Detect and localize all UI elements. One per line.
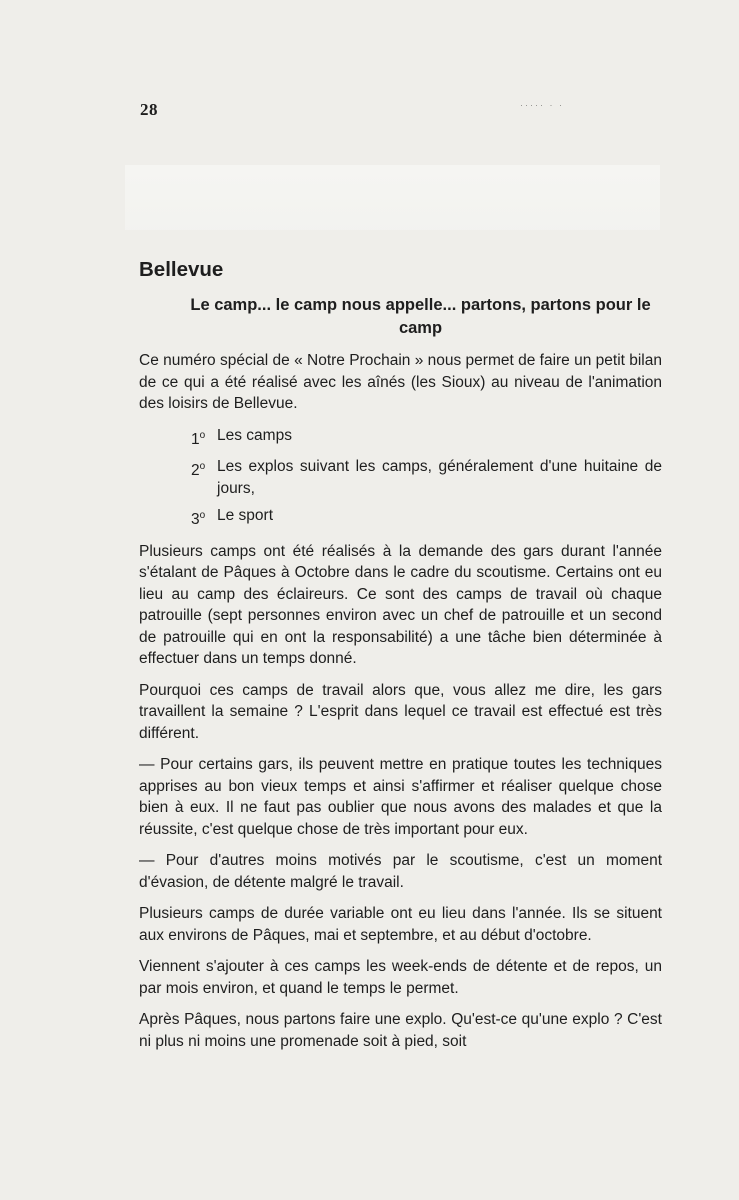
paragraph: Plusieurs camps ont été réalisés à la demande des gars durant l'année s'étalant de Pâques à Octobre dans le cadre du scoutisme. Certains ont eu lieu au camp des éclaireurs. Ce sont des camps de travail où chaque patrouille (sept personnes environ avec un chef de patrouille et un second de patrouille qui en ont la responsabilité) a une tâche bien déterminée à effectuer dans un temps donné. <box>139 542 662 668</box>
list-item-ordinal: o <box>199 510 206 522</box>
paragraph: Après Pâques, nous partons faire une explo. Qu'est-ce qu'une explo ? C'est ni plus ni moins une promenade soit à pied, soit <box>139 1011 662 1050</box>
intro-paragraph: Ce numéro spécial de « Notre Prochain » nous permet de faire un petit bilan de ce qui a été réalisé avec les aînés (les Sioux) au niveau de l'animation des loisirs de Bellevue. <box>139 352 662 412</box>
paragraph: — Pour d'autres moins motivés par le scoutisme, c'est un moment d'évasion, de détente malgré le travail. <box>139 852 662 891</box>
list-item-number: 3 <box>191 511 200 529</box>
paragraph: — Pour certains gars, ils peuvent mettre en pratique toutes les techniques apprises au bon vieux temps et ainsi s'affirmer et réaliser quelque chose bien à eux. Il ne faut pas oublier que nous avons des malades et que la réussite, c'est quelque chose de très important pour eux. <box>139 756 662 838</box>
list-item-number: 1 <box>191 430 200 448</box>
list-item <box>191 425 662 451</box>
page-number: 28 <box>140 100 158 119</box>
list-item <box>191 456 662 499</box>
list-item-ordinal: o <box>199 461 206 473</box>
header-specks: ····· · · <box>520 100 564 110</box>
bleed-through-band <box>125 165 660 230</box>
paragraph: Plusieurs camps de durée variable ont eu lieu dans l'année. Ils se situent aux environs de Pâques, mai et septembre, et au début d'octobre. <box>139 905 662 944</box>
topic-list <box>139 425 662 531</box>
paragraph: Viennent s'ajouter à ces camps les week-ends de détente et de repos, un par mois environ, et quand le temps le permet. <box>139 958 662 997</box>
list-item-text: Les camps <box>217 426 292 444</box>
list-item-text: Le sport <box>217 507 274 525</box>
list-item-number: 2 <box>191 462 200 480</box>
list-item <box>191 505 662 531</box>
list-item-ordinal: o <box>199 429 206 441</box>
article-subtitle: Le camp... le camp nous appelle... partons, partons pour le camp <box>190 296 651 337</box>
paragraph: Pourquoi ces camps de travail alors que, vous allez me dire, les gars travaillent la semaine ? L'esprit dans lequel ce travail est effectué est très différent. <box>139 681 662 742</box>
article-body <box>139 258 662 1062</box>
list-item-text: Les explos suivant les camps, généralement d'une huitaine de jours, <box>217 458 662 497</box>
section-title: Bellevue <box>139 258 224 281</box>
